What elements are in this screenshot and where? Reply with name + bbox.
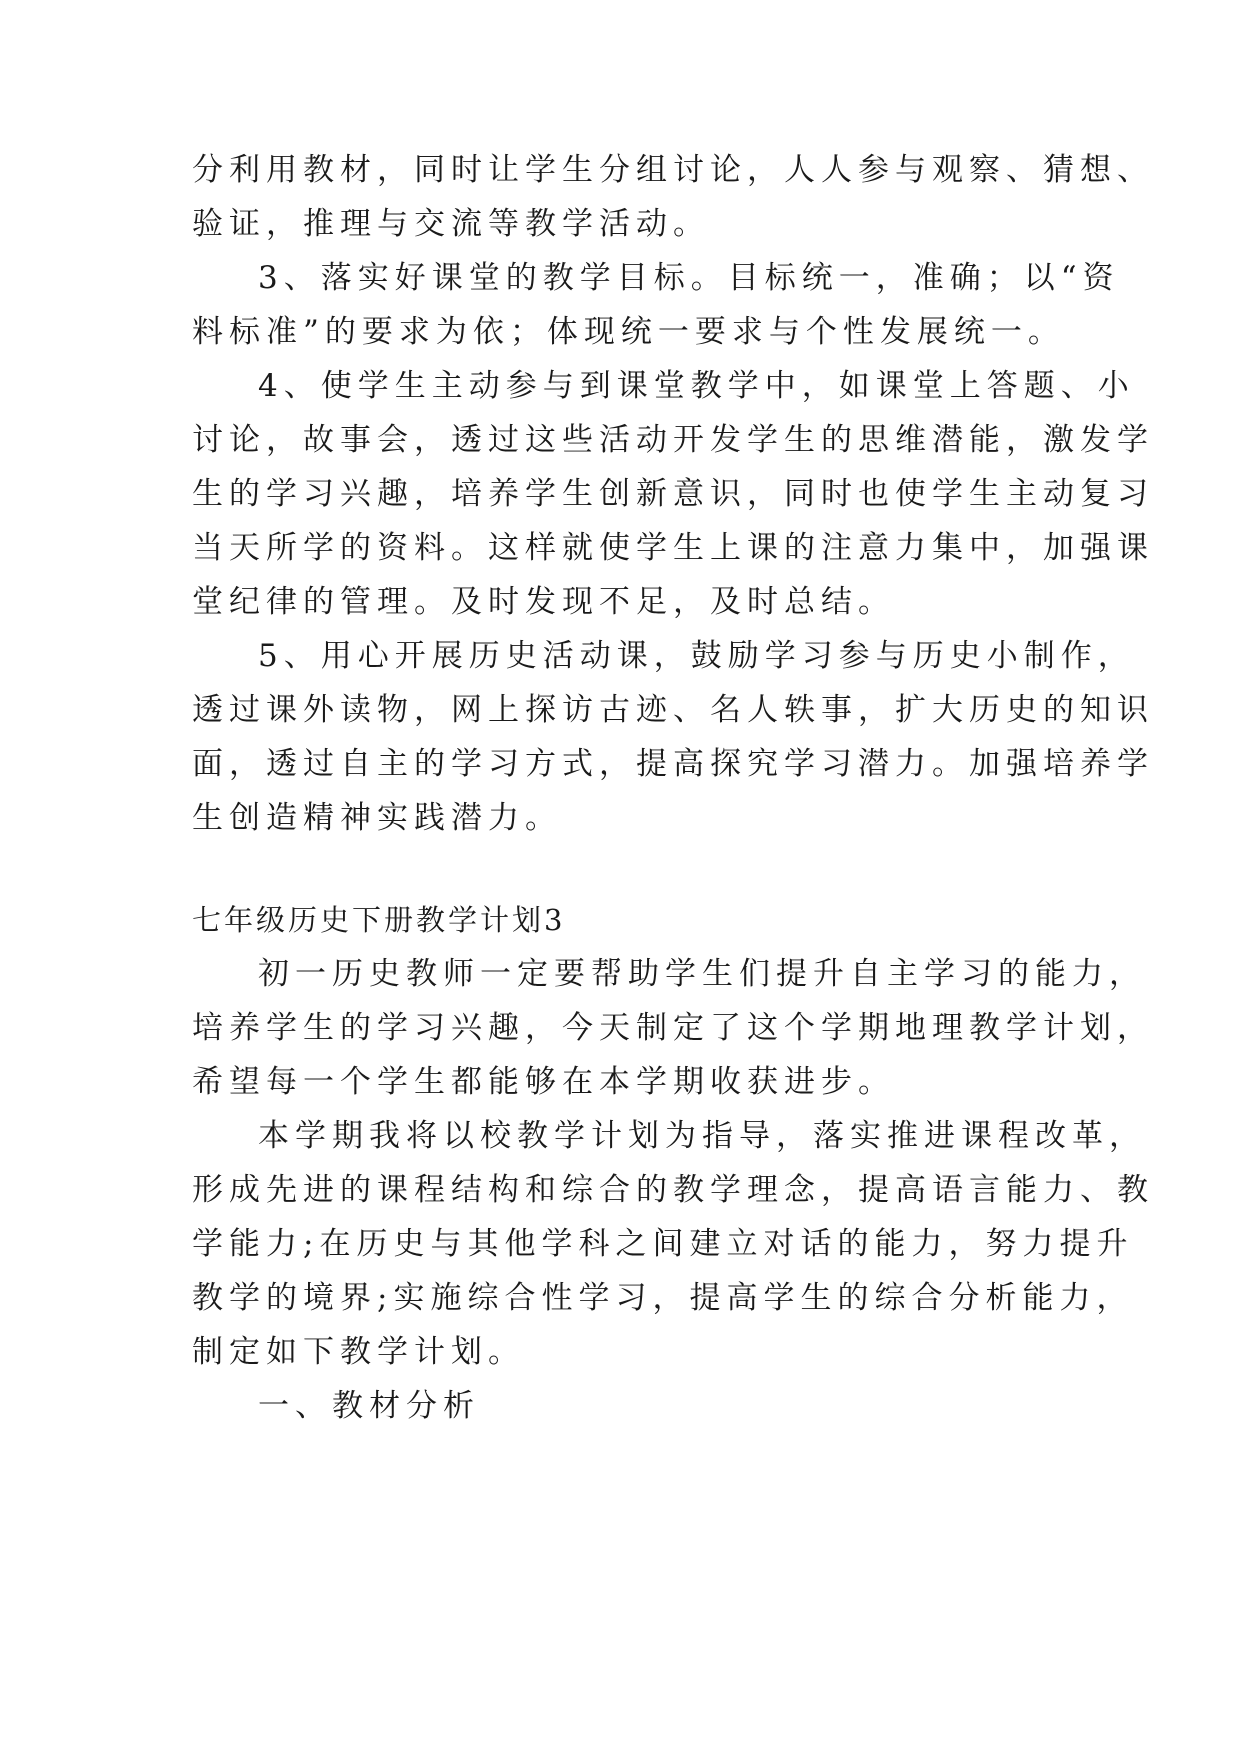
paragraph-line: 3、落实好课堂的教学目标。目标统一，准确；以“资 (258, 260, 1120, 296)
paragraph-line: 4、使学生主动参与到课堂教学中，如课堂上答题、小 (258, 368, 1135, 404)
paragraph-line: 培养学生的学习兴趣，今天制定了这个学期地理教学计划， (192, 1010, 1154, 1046)
paragraph-line: 希望每一个学生都能够在本学期收获进步。 (192, 1064, 895, 1100)
paragraph-line: 验证，推理与交流等教学活动。 (192, 206, 710, 242)
paragraph-line: 料标准”的要求为依；体现统一要求与个性发展统一。 (192, 314, 1065, 350)
subsection-heading: 一、教材分析 (258, 1388, 480, 1424)
section-heading: 七年级历史下册教学计划3 (192, 903, 566, 937)
paragraph-line: 初一历史教师一定要帮助学生们提升自主学习的能力， (258, 956, 1146, 992)
paragraph-line: 5、用心开展历史活动课，鼓励学习参与历史小制作， (258, 638, 1135, 674)
paragraph-line: 本学期我将以校教学计划为指导，落实推进课程改革， (258, 1118, 1146, 1154)
paragraph-line: 制定如下教学计划。 (192, 1334, 525, 1370)
paragraph-line: 分利用教材，同时让学生分组讨论，人人参与观察、猜想、 (192, 152, 1154, 188)
paragraph-line: 生的学习兴趣，培养学生创新意识，同时也使学生主动复习 (192, 476, 1154, 512)
paragraph-line: 堂纪律的管理。及时发现不足，及时总结。 (192, 584, 895, 620)
paragraph-line: 讨论，故事会，透过这些活动开发学生的思维潜能，激发学 (192, 422, 1154, 458)
paragraph-line: 教学的境界;实施综合性学习，提高学生的综合分析能力， (192, 1280, 1134, 1316)
paragraph-line: 当天所学的资料。这样就使学生上课的注意力集中，加强课 (192, 530, 1154, 566)
paragraph-line: 生创造精神实践潜力。 (192, 800, 562, 836)
paragraph-line: 形成先进的课程结构和综合的教学理念，提高语言能力、教 (192, 1172, 1154, 1208)
paragraph-line: 面，透过自主的学习方式，提高探究学习潜力。加强培养学 (192, 746, 1154, 782)
paragraph-line: 透过课外读物，网上探访古迹、名人轶事，扩大历史的知识 (192, 692, 1154, 728)
paragraph-line: 学能力;在历史与其他学科之间建立对话的能力，努力提升 (192, 1226, 1134, 1262)
